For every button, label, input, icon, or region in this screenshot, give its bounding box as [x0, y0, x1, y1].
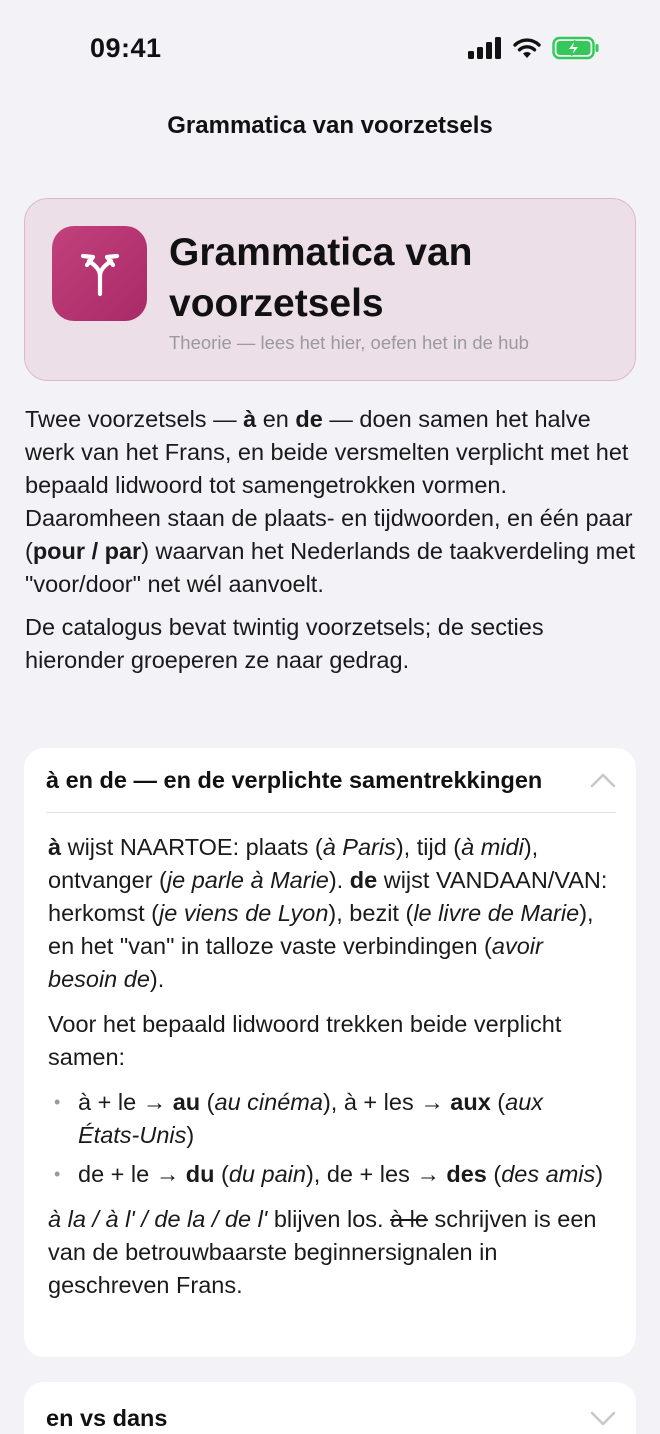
intro-bold-de: de [295, 406, 323, 432]
intro-text [25, 403, 637, 687]
text-run: ), à + les → [322, 1089, 451, 1115]
hero-title: Grammatica van voorzetsels [169, 231, 473, 325]
example: du pain [228, 1161, 306, 1187]
nav-title: Grammatica van voorzetsels [167, 112, 493, 139]
example: avoir besoin de [48, 933, 543, 992]
example: à midi [461, 834, 524, 860]
intro-paragraph-2: De catalogus bevat twintig voorzetsels; de secties hieronder groeperen ze naar gedrag. [25, 614, 544, 673]
example: aux États-Unis [78, 1089, 544, 1148]
bold-form: aux [450, 1089, 491, 1115]
list-item [48, 1086, 608, 1152]
intro-paragraph-1 [25, 403, 637, 601]
section-header-a-en-de[interactable] [46, 748, 616, 812]
section-a-en-de [24, 748, 636, 1357]
example: je viens de Lyon [159, 900, 329, 926]
intro-text-run: ) waarvan het Nederlands de taakverdeling met "voor/door" net wél aanvoelt. [25, 538, 635, 597]
section-paragraph-1 [48, 831, 608, 996]
text-run: wijst VANDAAN/VAN: herkomst ( [48, 867, 608, 926]
intro-text-run: en [256, 406, 296, 432]
text-run: ( [214, 1161, 229, 1187]
bold-de: de [349, 867, 378, 893]
text-run: ), ontvanger ( [48, 834, 539, 893]
example: au cinéma [214, 1089, 323, 1115]
text-run: ) [186, 1122, 195, 1148]
example: je parle à Marie [166, 867, 329, 893]
text-run: blijven los. [267, 1206, 391, 1232]
section-en-vs-dans [24, 1382, 636, 1434]
hero-card [24, 198, 636, 381]
bold-form: au [172, 1089, 201, 1115]
text-run: ( [490, 1089, 506, 1115]
section-body [48, 831, 608, 1314]
intro-text-run: — doen samen het halve werk van het Frans, en beide versmelten verplicht met het bepaald lidwoord tot samengetrokken vormen. Daaromheen staan de plaats- en tijdwoorden, en één paar ( [25, 406, 633, 564]
intro-text-run: Twee voorzetsels — [25, 406, 244, 432]
text-run: ( [486, 1161, 502, 1187]
bold-form: du [185, 1161, 215, 1187]
intro-bold-a: à [243, 406, 257, 432]
chevron-down-icon [590, 1410, 616, 1426]
text-run: ( [200, 1089, 215, 1115]
status-time: 09:41 [90, 33, 162, 63]
example: à la / à l' / de la / de l' [48, 1206, 268, 1232]
text-run: à + le → [78, 1089, 173, 1115]
text-run: ) [595, 1161, 604, 1187]
contraction-list [48, 1086, 608, 1191]
section-paragraph-2: Voor het bepaald lidwoord trekken beide verplicht samen: [48, 1011, 562, 1070]
text-run: schrijven is een van de betrouwbaarste beginnersignalen in geschreven Frans. [48, 1206, 597, 1298]
section-title: à en de — en de verplichte samentrekkingen [46, 766, 543, 793]
battery-charging-icon [552, 36, 600, 60]
chevron-up-icon [590, 772, 616, 788]
text-run: ). [149, 966, 165, 992]
text-run: ), tijd ( [395, 834, 462, 860]
example: des amis [501, 1161, 596, 1187]
text-run: ), en het "van" in talloze vaste verbindingen ( [48, 900, 594, 959]
bold-a: à [48, 834, 62, 860]
cellular-signal-icon [468, 37, 502, 59]
status-bar [0, 0, 660, 96]
text-run: ). [328, 867, 350, 893]
list-item [48, 1158, 608, 1191]
text-run: ), de + les → [305, 1161, 447, 1187]
text-run: de + le → [78, 1161, 186, 1187]
struck-example: à le [390, 1206, 428, 1232]
wifi-icon [512, 37, 542, 59]
section-paragraph-3 [48, 1203, 608, 1302]
branch-arrow-icon [52, 226, 147, 321]
example: à Paris [322, 834, 396, 860]
status-icons [468, 36, 600, 60]
section-divider [46, 812, 616, 813]
hero-subtitle: Theorie — lees het hier, oefen het in de hub [169, 332, 529, 353]
section-header-en-vs-dans[interactable] [46, 1386, 616, 1434]
section-title: en vs dans [46, 1404, 168, 1431]
bold-form: des [446, 1161, 487, 1187]
example: le livre de Marie [413, 900, 580, 926]
text-run: ), bezit ( [328, 900, 414, 926]
text-run: wijst NAARTOE: plaats ( [61, 834, 323, 860]
intro-bold-pour-par: pour / par [32, 538, 142, 564]
